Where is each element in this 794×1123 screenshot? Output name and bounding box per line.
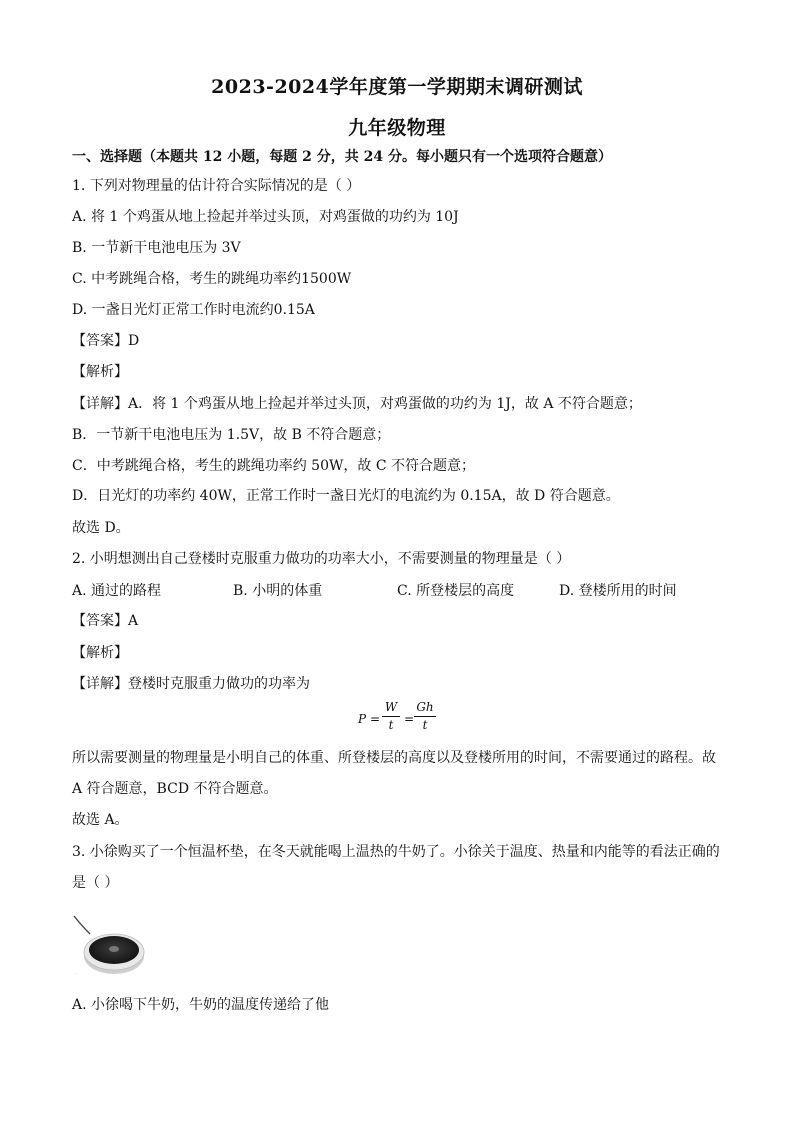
formula-time-2: t bbox=[422, 718, 428, 732]
power-formula bbox=[358, 700, 448, 742]
formula-time-1: t bbox=[388, 718, 394, 732]
q2-detail-3: A 符合题意，BCD 不符合题意。 bbox=[72, 781, 278, 797]
formula-equals-2: = bbox=[404, 712, 415, 726]
formula-fraction-work-time bbox=[382, 700, 400, 733]
q1-conclusion: 故选 D。 bbox=[72, 520, 130, 536]
q2-detail-2: 所以需要测量的物理量是小明自己的体重、所登楼层的高度以及登楼所用的时间，不需要通过的路程。故 bbox=[72, 750, 716, 766]
q3-stem-line-1: 3. 小徐购买了一个恒温杯垫，在冬天就能喝上温热的牛奶了。小徐关于温度、热量和内能等的看法正确的 bbox=[72, 844, 720, 860]
q1-detail-2: B．一节新干电池电压为 1.5V，故 B 不符合题意； bbox=[72, 427, 391, 443]
q1-option-d: D. 一盏日光灯正常工作时电流约0.15A bbox=[72, 302, 315, 318]
q2-stem: 2. 小明想测出自己登楼时克服重力做功的功率大小，不需要测量的物理量是（ ） bbox=[72, 551, 571, 567]
formula-work: W bbox=[384, 700, 398, 714]
exam-title: 2023-2024学年度第一学期期末调研测试 bbox=[211, 76, 583, 98]
fraction-bar bbox=[414, 716, 436, 717]
formula-equals-1: = bbox=[370, 712, 381, 726]
warming-coaster-image bbox=[72, 912, 148, 978]
formula-gh: Gh bbox=[416, 700, 434, 714]
q3-option-a: A. 小徐喝下牛奶，牛奶的温度传递给了他 bbox=[72, 997, 330, 1013]
q1-analysis-label: 【解析】 bbox=[72, 364, 128, 380]
q1-option-b: B. 一节新干电池电压为 3V bbox=[72, 240, 241, 256]
q1-detail-1: 【详解】A．将 1 个鸡蛋从地上捡起并举过头顶，对鸡蛋做的功约为 1J，故 A 不符合题意； bbox=[72, 396, 642, 412]
q2-answer: 【答案】A bbox=[72, 613, 139, 629]
q2-option-a: A. 通过的路程 bbox=[72, 583, 162, 599]
formula-fraction-gh-time bbox=[414, 700, 436, 733]
fraction-bar bbox=[382, 716, 400, 717]
formula-power-symbol: P bbox=[358, 712, 367, 726]
q2-option-d: D. 登楼所用的时间 bbox=[559, 583, 677, 599]
q2-option-c: C. 所登楼层的高度 bbox=[397, 583, 515, 599]
q3-stem-line-2: 是（ ） bbox=[72, 875, 119, 891]
svg-text:.: . bbox=[76, 970, 78, 976]
q1-option-a: A. 将 1 个鸡蛋从地上捡起并举过头顶，对鸡蛋做的功约为 10J bbox=[72, 209, 459, 225]
q1-detail-3: C．中考跳绳合格，考生的跳绳功率约 50W，故 C 不符合题意； bbox=[72, 458, 475, 474]
q2-detail-1: 【详解】登楼时克服重力做功的功率为 bbox=[72, 676, 310, 692]
q1-detail-4: D．日光灯的功率约 40W，正常工作时一盏日光灯的电流约为 0.15A，故 D 符合题意。 bbox=[72, 488, 620, 504]
exam-subtitle: 九年级物理 bbox=[348, 117, 446, 139]
q2-analysis-label: 【解析】 bbox=[72, 645, 128, 661]
q2-conclusion: 故选 A。 bbox=[72, 812, 129, 828]
section-heading: 一、选择题（本题共 12 小题，每题 2 分，共 24 分。每小题只有一个选项符合题意） bbox=[72, 149, 612, 165]
q1-answer: 【答案】D bbox=[72, 333, 140, 349]
q1-option-c: C. 中考跳绳合格，考生的跳绳功率约1500W bbox=[72, 271, 352, 287]
q2-option-b: B. 小明的体重 bbox=[233, 583, 323, 599]
q1-stem: 1. 下列对物理量的估计符合实际情况的是（ ） bbox=[72, 178, 361, 194]
